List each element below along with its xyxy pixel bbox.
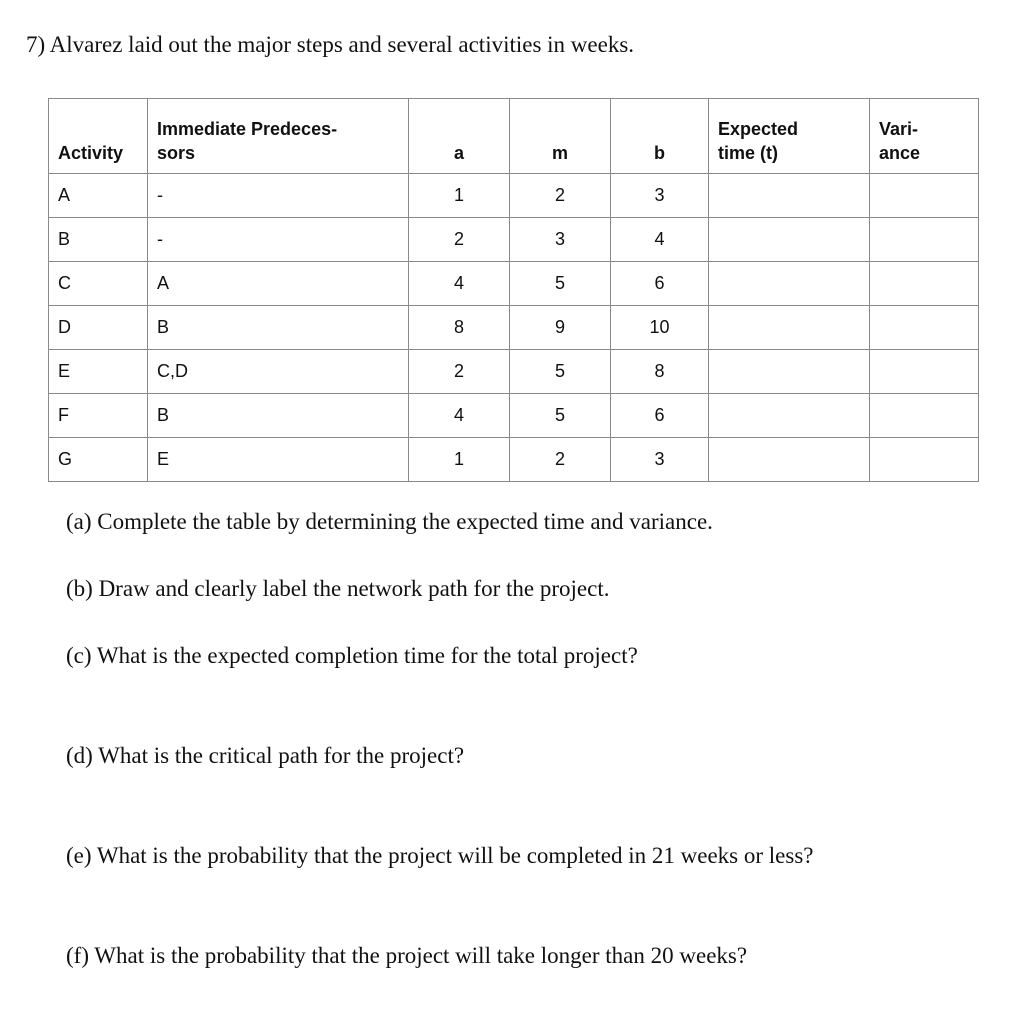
cell-expected-time [709,218,870,262]
cell-variance [870,262,979,306]
cell-expected-time [709,262,870,306]
cell-expected-time [709,306,870,350]
question-d: (d) What is the critical path for the project? [66,743,465,768]
cell-m: 2 [510,174,611,218]
cell-activity: G [49,438,148,482]
header-expected-time [709,99,870,174]
cell-variance [870,306,979,350]
header-row [49,99,979,174]
cell-predecessors: A [148,262,409,306]
header-predecessors [148,99,409,174]
cell-b: 4 [611,218,709,262]
table-row [49,306,979,350]
table-row [49,394,979,438]
question-a: (a) Complete the table by determining the expected time and variance. [66,509,713,534]
cell-predecessors: B [148,394,409,438]
cell-variance [870,218,979,262]
cell-m: 5 [510,394,611,438]
cell-m: 2 [510,438,611,482]
header-predecessors-line1: Immediate Predeces- [157,119,338,139]
cell-a: 2 [409,218,510,262]
cell-b: 3 [611,174,709,218]
header-a [409,99,510,174]
cell-b: 8 [611,350,709,394]
cell-m: 3 [510,218,611,262]
cell-b: 6 [611,394,709,438]
question-f: (f) What is the probability that the project will take longer than 20 weeks? [66,943,748,968]
header-a-label: a [453,143,464,163]
cell-variance [870,350,979,394]
cell-activity: A [49,174,148,218]
table-row [49,350,979,394]
cell-b: 10 [611,306,709,350]
cell-variance [870,394,979,438]
table-row [49,174,979,218]
question-b: (b) Draw and clearly label the network path for the project. [66,576,610,601]
header-m-label: m [551,143,568,163]
header-expected-line2: time (t) [718,143,778,163]
cell-predecessors: B [148,306,409,350]
table-row [49,438,979,482]
cell-a: 1 [409,438,510,482]
cell-expected-time [709,438,870,482]
cell-expected-time [709,350,870,394]
cell-predecessors: C,D [148,350,409,394]
header-b-label: b [654,143,665,163]
question-c: (c) What is the expected completion time for the total project? [66,643,638,668]
cell-a: 4 [409,262,510,306]
cell-variance [870,174,979,218]
header-expected-line1: Expected [718,119,799,139]
cell-a: 4 [409,394,510,438]
table-body [49,174,979,482]
header-predecessors-line2: sors [157,143,196,163]
cell-variance [870,438,979,482]
header-variance-line2: ance [879,143,921,163]
cell-predecessors: E [148,438,409,482]
cell-b: 3 [611,438,709,482]
cell-expected-time [709,394,870,438]
cell-activity: B [49,218,148,262]
problem-intro: 7) Alvarez laid out the major steps and several activities in weeks. [26,32,635,57]
header-b [611,99,709,174]
cell-a: 2 [409,350,510,394]
header-variance [870,99,979,174]
header-activity-label: Activity [58,143,124,163]
cell-m: 5 [510,262,611,306]
header-variance-line1: Vari- [879,119,919,139]
question-e: (e) What is the probability that the project will be completed in 21 weeks or less? [66,843,814,868]
cell-activity: E [49,350,148,394]
cell-predecessors: - [148,174,409,218]
cell-m: 5 [510,350,611,394]
cell-m: 9 [510,306,611,350]
cell-activity: C [49,262,148,306]
header-activity [49,99,148,174]
activity-table [48,98,979,482]
cell-expected-time [709,174,870,218]
table-header [49,99,979,174]
header-m [510,99,611,174]
cell-predecessors: - [148,218,409,262]
cell-a: 8 [409,306,510,350]
cell-activity: F [49,394,148,438]
table-row [49,262,979,306]
cell-a: 1 [409,174,510,218]
cell-activity: D [49,306,148,350]
cell-b: 6 [611,262,709,306]
table-row [49,218,979,262]
